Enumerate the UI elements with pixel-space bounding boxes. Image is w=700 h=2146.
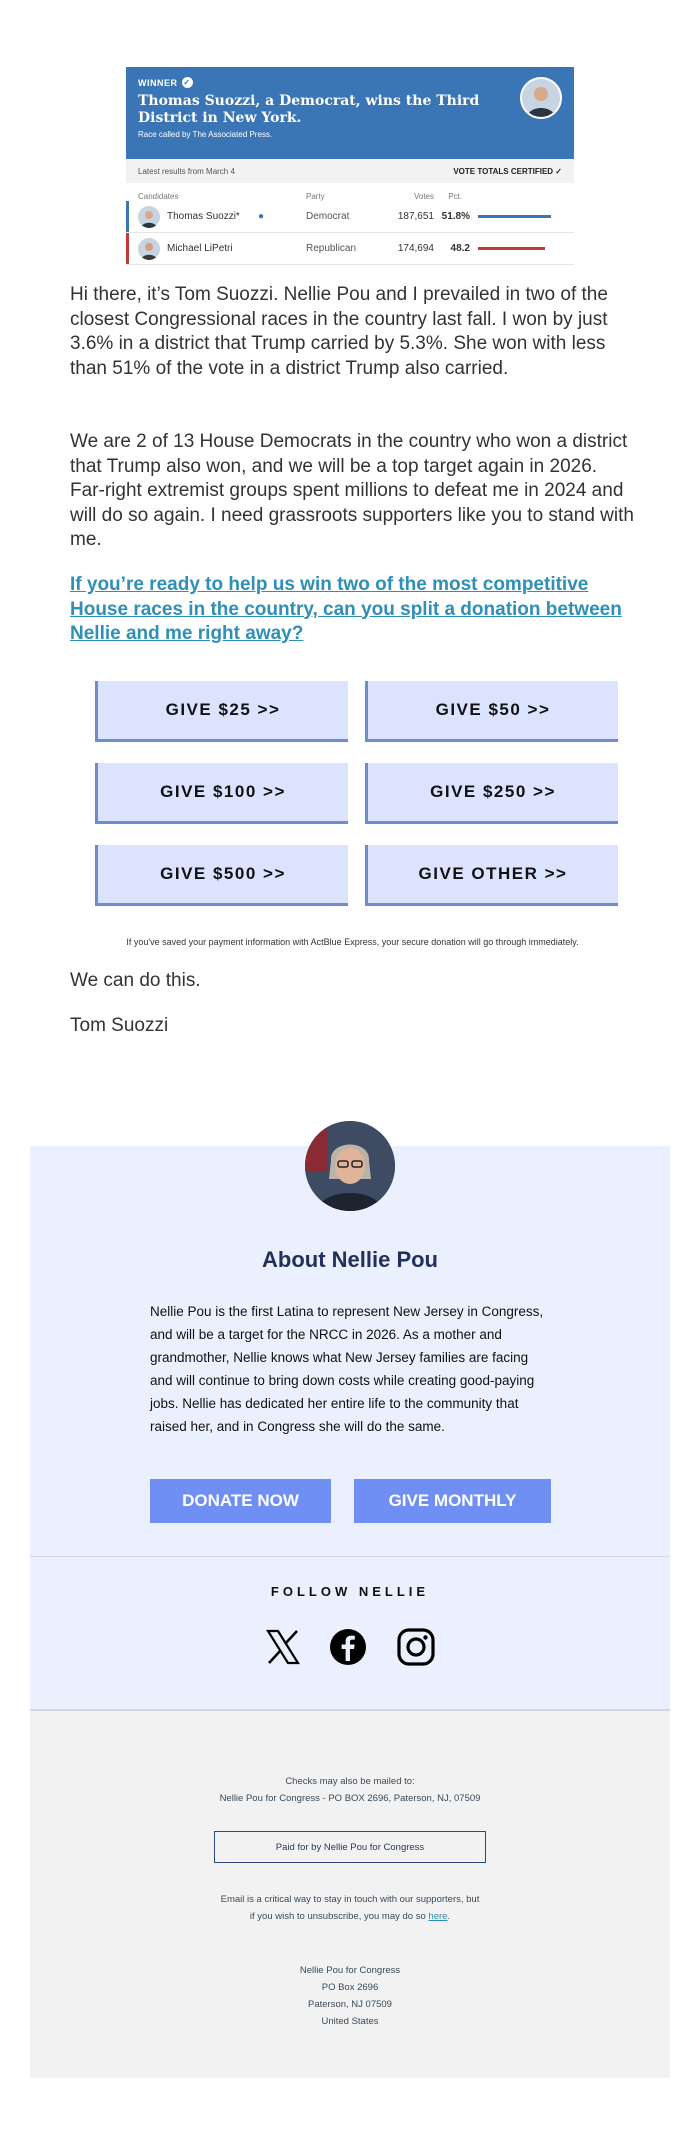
checks-line-2: Nellie Pou for Congress - PO BOX 2696, Paterson, NJ, 07509 (219, 1793, 481, 1804)
certified-text: VOTE TOTALS CERTIFIED (453, 166, 554, 176)
give-monthly-button[interactable]: GIVE MONTHLY (354, 1479, 551, 1523)
candidate-name: Thomas Suozzi* (167, 211, 240, 222)
winner-label-row (138, 77, 562, 88)
party-color-bar (126, 201, 129, 232)
address-name: Nellie Pou for Congress (299, 1965, 401, 1976)
address-country: United States (321, 2016, 379, 2027)
race-called-text: Race called by The Associated Press. (138, 130, 273, 139)
closing-line: We can do this. (70, 970, 201, 991)
candidate-pct: 51.8% (441, 211, 470, 222)
give-500-button[interactable]: GIVE $500 >> (95, 845, 348, 906)
candidate-votes: 187,651 (397, 211, 434, 222)
give-250-button[interactable]: GIVE $250 >> (365, 763, 618, 824)
candidate-votes: 174,694 (397, 243, 434, 254)
pct-bar (478, 215, 551, 218)
email-note: Email is a critical way to stay in touch with our supporters, but if you wish to unsubscribe, you may do so (220, 1894, 480, 1922)
table-row (126, 233, 574, 265)
results-subheader (126, 159, 574, 183)
col-votes: Votes (413, 192, 434, 201)
candidate-party: Democrat (306, 211, 350, 222)
election-results-card (126, 67, 574, 263)
checks-mail-text (200, 1773, 500, 1807)
target-paragraph: We are 2 of 13 House Democrats in the country who won a district that Trump also won, and we will be a top target again in 2026. Far-right extremist groups spent millions to defeat me in 2024 and will do so again. I need grassroots supporters like you to stand with me. (70, 431, 634, 550)
col-party: Party (306, 192, 325, 201)
table-row (126, 201, 574, 233)
col-candidates: Candidates (138, 192, 179, 201)
party-color-bar (126, 233, 129, 264)
instagram-icon[interactable] (396, 1627, 436, 1667)
actblue-note: If you've saved your payment information with ActBlue Express, your secure donation will go through immediately. (126, 937, 579, 947)
nellie-pou-photo (305, 1121, 395, 1211)
x-icon[interactable] (263, 1627, 303, 1667)
about-title: About Nellie Pou (262, 1247, 438, 1272)
split-donation-link[interactable]: If you’re ready to help us win two of the most competitive House races in the country, can you split a donation between Nellie and me right away? (70, 574, 622, 644)
candidate-party: Republican (306, 243, 357, 254)
results-headline: Thomas Suozzi, a Democrat, wins the Third District in New York. (138, 93, 480, 126)
candidate-pct: 48.2 (450, 243, 470, 254)
give-100-button[interactable]: GIVE $100 >> (95, 763, 348, 824)
col-pct: Pct. (448, 192, 462, 201)
address-box: PO Box 2696 (321, 1982, 379, 1993)
pct-bar (478, 247, 545, 250)
winner-label: WINNER (138, 77, 178, 88)
about-text: Nellie Pou is the first Latina to represent New Jersey in Congress, and will be a target for the NRCC in 2026. As a mother and grandmother, Nellie knows what New Jersey families are facing and will continue to bring down costs while creating good-paying jobs. Nellie has dedicated her entire life to the community that raised her, and in Congress she will do the same. (150, 1304, 544, 1434)
mailing-address (200, 1962, 500, 2030)
address-city: Paterson, NJ 07509 (308, 1999, 392, 2010)
facebook-icon[interactable] (328, 1627, 368, 1667)
candidate-avatar (138, 206, 160, 228)
check-icon: ✓ (183, 78, 191, 87)
follow-title: FOLLOW NELLIE (270, 1584, 430, 1599)
verified-icon: ● (258, 211, 265, 222)
candidate-name: Michael LiPetri (167, 243, 233, 254)
give-50-button[interactable]: GIVE $50 >> (365, 681, 618, 742)
unsubscribe-text: Email is a critical way to stay in touch with our supporters, but if you wish to unsubscribe, you may do so here. (220, 1894, 480, 1922)
results-header (126, 67, 574, 159)
paid-for-box: Paid for by Nellie Pou for Congress (214, 1831, 486, 1863)
donate-now-button[interactable]: DONATE NOW (150, 1479, 331, 1523)
give-other-button[interactable]: GIVE OTHER >> (365, 845, 618, 906)
give-25-button[interactable]: GIVE $25 >> (95, 681, 348, 742)
intro-paragraph: Hi there, it’s Tom Suozzi. Nellie Pou and I prevailed in two of the closest Congressional races in the country last fall. I won by just 3.6% in a district that Trump carried by 5.3%. She won with less than 51% of the vote in a district Trump also carried. (70, 284, 608, 379)
unsubscribe-link[interactable]: here (428, 1911, 448, 1922)
candidate-avatar (138, 238, 160, 260)
winner-avatar (520, 77, 562, 119)
signature: Tom Suozzi (70, 1015, 169, 1036)
latest-results-text: Latest results from March 4 (138, 166, 235, 176)
checks-line-1: Checks may also be mailed to: (285, 1776, 415, 1787)
certified-label: VOTE TOTALS CERTIFIED ✓ (453, 166, 562, 176)
results-column-headers (126, 183, 574, 201)
